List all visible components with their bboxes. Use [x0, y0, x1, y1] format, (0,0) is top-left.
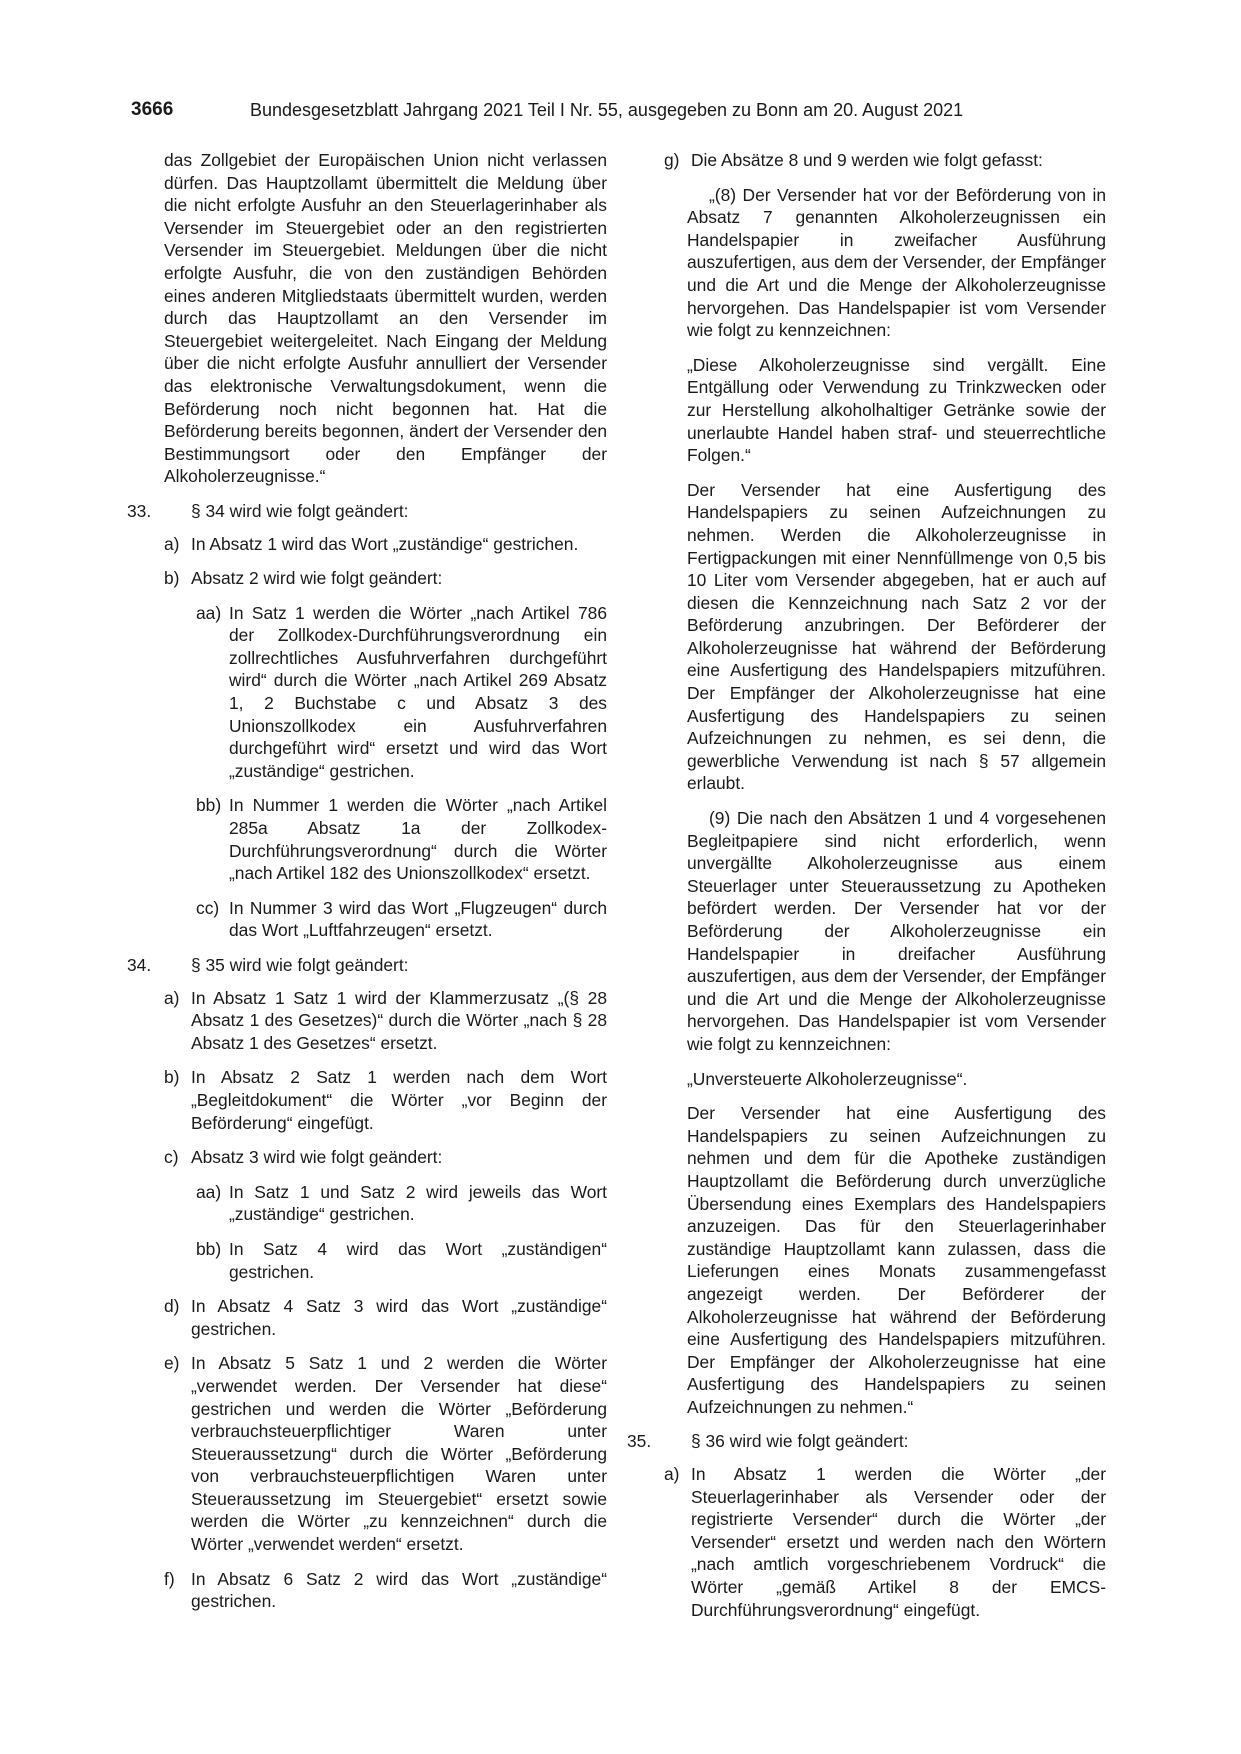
item-34-c-aa — [127, 1181, 607, 1226]
paragraph-8 — [687, 184, 1106, 342]
item-33-b-aa — [127, 602, 607, 783]
item-33-label: 33. — [127, 500, 152, 521]
item-34-f-label: f) — [164, 1568, 175, 1589]
continuation-text: das Zollgebiet der Europäischen Union nicht verlassen dürfen. Das Hauptzollamt übermittelt die Meldung über die nicht erfolgte Ausfuhr an den Steuerlagerinhaber als Versender im Steuergebiet oder an den registrierten Versender im Steuergebiet. Meldungen über die nicht erfolgte Ausfuhr, die von den zuständigen Behörden eines anderen Mitgliedstaats übermittelt wurden, werden durch das Hauptzollamt an den Versender im Steuergebiet weitergeleitet. Nach Eingang der Meldung über die nicht erfolgte Ausfuhr annulliert der Versender das elektronische Verwaltungsdokument, wenn die Beförderung noch nicht begonnen hat. Hat die Beförderung bereits begonnen, ändert der Versender den Bestimmungsort oder den Empfänger der Alkoholerzeugnisse.“ — [164, 150, 607, 487]
page-header — [0, 98, 1241, 128]
item-34-e-text: In Absatz 5 Satz 1 und 2 werden die Wörter „verwendet werden. Der Versender hat diese“ gestrichen und werden die Wörter „Beförderung verbrauchsteuerpflichtiger Waren unter Steueraussetzung“ durch die Wörter „Beförderung von verbrauchsteuerpflichtigen Waren unter Steueraussetzung im Steuergebiet“ ersetzt sowie werden die Wörter „zu kennzeichnen“ durch die Wörter „verwendet werden“ ersetzt. — [191, 1353, 607, 1555]
item-34-d-text: In Absatz 4 Satz 3 wird das Wort „zuständige“ gestrichen. — [191, 1296, 607, 1339]
item-33-b — [127, 567, 607, 590]
item-34-c — [127, 1146, 607, 1169]
item-35-label: 35. — [627, 1431, 652, 1452]
item-33-b-cc-text: In Nummer 3 wird das Wort „Flugzeugen“ durch das Wort „Luftfahrzeugen“ ersetzt. — [229, 897, 607, 941]
item-34-b-label: b) — [164, 1067, 180, 1088]
item-34-e-label: e) — [164, 1353, 180, 1374]
paragraph-8-continued: Der Versender hat eine Ausfertigung des Handelspapiers zu seinen Aufzeichnungen zu nehmen. Werden die Alkoholerzeugnisse in Fertigpackungen mit einer Nennfüllmenge von 0,5 bis 10 Liter vom Versender abgegeben, hat er auch auf diesen die Kennzeichnung nach Satz 2 vor der Beförderung anzubringen. Der Beförderer der Alkoholerzeugnisse hat während der Beförderung eine Ausfertigung des Handelspapiers mitzuführen. Der Empfänger der Alkoholerzeugnisse hat eine Ausfertigung des Handelspapiers zu seinen Aufzeichnungen zu nehmen, es sei denn, die gewerbliche Verwendung ist nach § 57 allgemein erlaubt. — [687, 479, 1106, 794]
item-34-text: § 35 wird wie folgt geändert: — [191, 955, 409, 975]
item-34 — [127, 954, 607, 977]
item-34-b-text: In Absatz 2 Satz 1 werden nach dem Wort „Begleitdokument“ die Wörter „vor Beginn der Beförderung“ eingefügt. — [191, 1067, 607, 1133]
right-column — [627, 149, 1106, 1633]
left-column — [127, 149, 607, 1625]
item-34-a-text: In Absatz 1 Satz 1 wird der Klammerzusatz „(§ 28 Absatz 1 des Gesetzes)“ durch die Wörter „nach § 28 Absatz 1 des Gesetzes“ ersetzt. — [191, 987, 607, 1053]
item-34-a — [127, 987, 607, 1055]
item-33-b-text: Absatz 2 wird wie folgt geändert: — [191, 568, 443, 589]
item-34-c-aa-label: aa) — [196, 1181, 222, 1202]
running-title: Bundesgesetzblatt Jahrgang 2021 Teil I Nr. 55, ausgegeben zu Bonn am 20. August 2021 — [250, 100, 964, 120]
item-35-a-label: a) — [664, 1464, 680, 1485]
item-33-b-cc-label: cc) — [196, 897, 220, 918]
item-34-c-bb-text: In Satz 4 wird das Wort „zuständigen“ gestrichen. — [229, 1238, 607, 1282]
marking-text-2: „Unversteuerte Alkoholerzeugnisse“. — [687, 1068, 968, 1089]
item-35 — [627, 1430, 1106, 1453]
item-33-a — [127, 533, 607, 556]
item-33-b-cc — [127, 897, 607, 942]
paragraph-9-text: (9) Die nach den Absätzen 1 und 4 vorgesehenen Begleitpapiere sind nicht erforderlich, wenn unvergällte Alkoholerzeugnisse aus einem Steuerlager unter Steueraussetzung zu Apotheken befördert werden. Der Versender hat vor der Beförderung der Alkoholerzeugnisse ein Handelspapier in dreifacher Ausführung auszufertigen, aus dem der Versender, der Empfänger und die Art und die Menge der Alkoholerzeugnisse hervorgehen. Das Handelspapier ist vom Versender wie folgt zu kennzeichnen: — [687, 808, 1106, 1054]
paragraph-9-continued: Der Versender hat eine Ausfertigung des Handelspapiers zu seinen Aufzeichnungen zu nehmen und dem für die Apotheke zuständigen Hauptzollamt die Beförderung durch unverzügliche Übersendung eines Exemplars des Handelspapiers anzuzeigen. Das für den Steuerlagerinhaber zuständige Hauptzollamt kann zulassen, dass die Lieferungen eines Monats zusammengefasst angezeigt werden. Der Beförderer der Alkoholerzeugnisse hat während der Beförderung eine Ausfertigung des Handelspapiers mitzuführen. Der Empfänger der Alkoholerzeugnisse hat eine Ausfertigung des Handelspapiers zu seinen Aufzeichnungen zu nehmen.“ — [687, 1103, 1106, 1417]
item-34-f-text: In Absatz 6 Satz 2 wird das Wort „zuständige“ gestrichen. — [191, 1568, 607, 1612]
paragraph-8-text: „(8) Der Versender hat vor der Beförderung von in Absatz 7 genannten Alkoholerzeugnissen ein Handelspapier in zweifacher Ausführung auszufertigen, aus dem der Versender, der Empfänger und die Art und die Menge der Alkoholerzeugnisse hervorgehen. Das Handelspapier ist vom Versender wie folgt zu kennzeichnen: — [687, 184, 1106, 341]
page-number: 3666 — [131, 99, 174, 120]
item-34-label: 34. — [127, 955, 152, 975]
item-34-g-label: g) — [664, 150, 680, 170]
item-34-e — [127, 1352, 607, 1555]
item-34-c-label: c) — [164, 1147, 179, 1168]
item-35-text: § 36 wird wie folgt geändert: — [691, 1431, 909, 1452]
item-33-b-bb — [127, 794, 607, 884]
paragraph-9 — [687, 807, 1106, 1056]
item-34-f — [127, 1568, 607, 1613]
item-35-a-text: In Absatz 1 werden die Wörter „der Steuerlagerinhaber als Versender oder der registrierte Versender“ durch die Wörter „der Versender“ ersetzt und werden nach den Wörtern „nach amtlich vorgeschriebenem Vordruck“ die Wörter „gemäß Artikel 8 der EMCS-Durchführungsverordnung“ eingefügt. — [691, 1464, 1106, 1620]
item-33-b-label: b) — [164, 568, 180, 589]
item-34-g — [664, 149, 1106, 172]
item-34-c-aa-text: In Satz 1 und Satz 2 wird jeweils das Wort „zuständige“ gestrichen. — [229, 1181, 607, 1225]
item-33-a-text: In Absatz 1 wird das Wort „zuständige“ gestrichen. — [191, 533, 579, 554]
item-33-b-aa-text: In Satz 1 werden die Wörter „nach Artikel 786 der Zollkodex-Durchführungsverordnung ein zollrechtliches Ausfuhrverfahren durchgeführt wird“ durch die Wörter „nach Artikel 269 Absatz 1, 2 Buchstabe c und Absatz 3 des Unionszollkodex ein Ausfuhrverfahren durchgeführt wird“ ersetzt und wird das Wort „zuständige“ gestrichen. — [229, 602, 607, 781]
item-33-b-bb-label: bb) — [196, 795, 222, 816]
item-33-b-bb-text: In Nummer 1 werden die Wörter „nach Artikel 285a Absatz 1a der Zollkodex-Durchführungsverordnung“ durch die Wörter „nach Artikel 182 des Unionszollkodex“ ersetzt. — [229, 795, 607, 884]
item-34-c-text: Absatz 3 wird wie folgt geändert: — [191, 1147, 443, 1168]
item-35-a — [664, 1463, 1106, 1621]
item-33-a-label: a) — [164, 533, 180, 554]
marking-text-1: „Diese Alkoholerzeugnisse sind vergällt. Eine Entgällung oder Verwendung zu Trinkzwecken oder zur Herstellung alkoholhaltiger Getränke sowie der unerlaubte Handel haben straf- und steuerrechtliche Folgen.“ — [687, 354, 1106, 466]
item-33-b-aa-label: aa) — [196, 602, 222, 623]
item-33 — [127, 500, 607, 523]
item-34-b — [127, 1066, 607, 1134]
item-34-g-text: Die Absätze 8 und 9 werden wie folgt gefasst: — [691, 150, 1043, 170]
item-34-d-label: d) — [164, 1296, 180, 1317]
item-34-a-label: a) — [164, 987, 180, 1008]
item-34-c-bb — [127, 1238, 607, 1283]
item-34-c-bb-label: bb) — [196, 1238, 222, 1259]
item-34-d — [127, 1295, 607, 1340]
item-33-text: § 34 wird wie folgt geändert: — [191, 500, 409, 521]
